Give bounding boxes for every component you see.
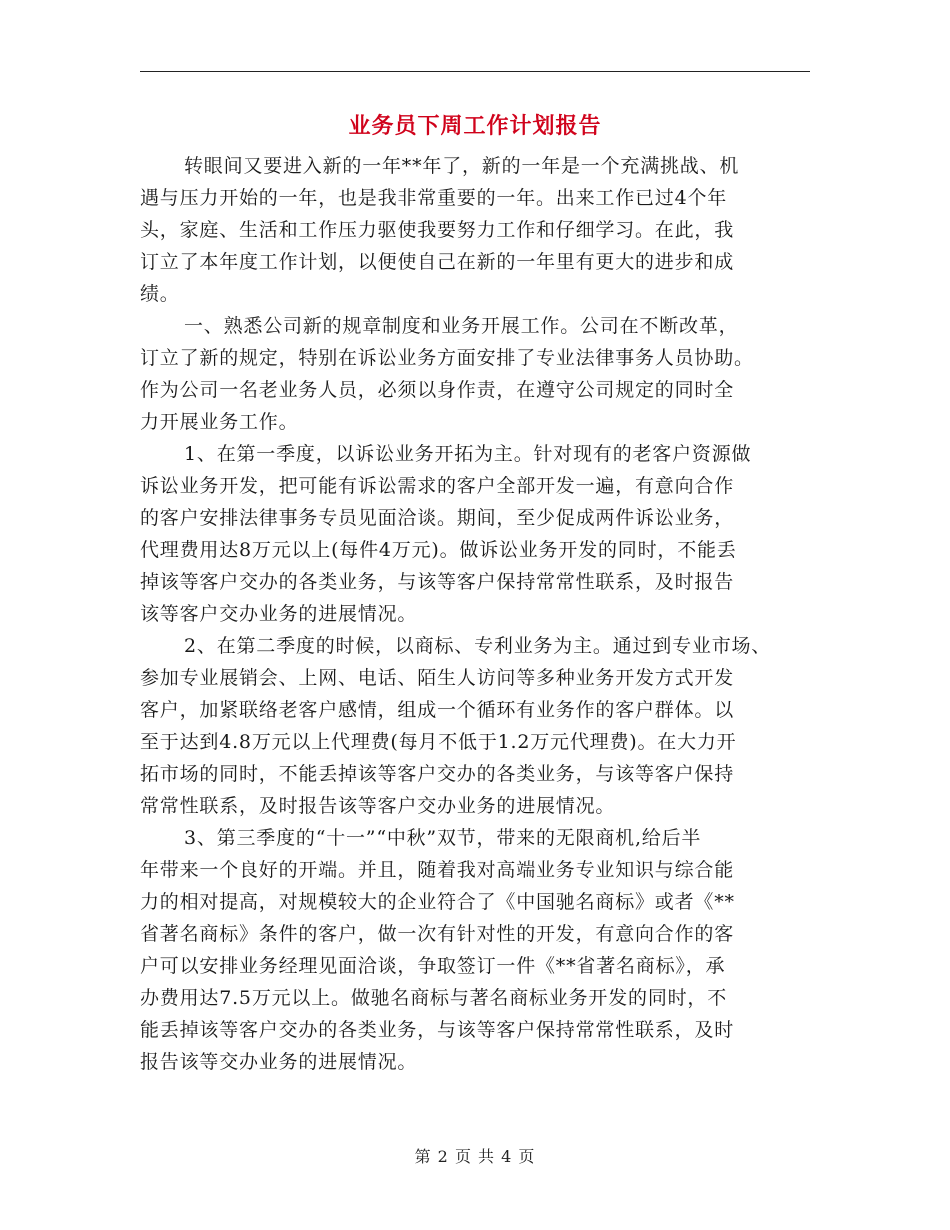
text-line: 绩。 xyxy=(140,283,180,305)
text-line: 报告该等交办业务的进展情况。 xyxy=(140,1051,418,1073)
text-line: 2、在第二季度的时候，以商标、专利业务为主。通过到专业市场、 xyxy=(184,635,772,657)
text-line: 办费用达7.5万元以上。做驰名商标与著名商标业务开发的同时，不 xyxy=(140,987,728,1009)
text-line: 常常性联系，及时报告该等客户交办业务的进展情况。 xyxy=(140,795,616,817)
text-line: 年带来一个良好的开端。并且，随着我对高端业务专业知识与综合能 xyxy=(140,859,735,881)
text-line: 参加专业展销会、上网、电话、陌生人访问等多种业务开发方式开发 xyxy=(140,667,735,689)
page-footer: 第 2 页 共 4 页 xyxy=(414,1147,536,1166)
text-line: 该等客户交办业务的进展情况。 xyxy=(140,603,418,625)
text-line: 力开展业务工作。 xyxy=(140,411,299,433)
text-line: 客户，加紧联络老客户感情，组成一个循环有业务作的客户群体。以 xyxy=(140,699,735,721)
header-rule xyxy=(140,71,810,72)
text-line: 户可以安排业务经理见面洽谈，争取签订一件《**省著名商标》，承 xyxy=(140,955,726,977)
text-line: 头，家庭、生活和工作压力驱使我要努力工作和仔细学习。在此，我 xyxy=(140,219,735,241)
text-line: 省著名商标》条件的客户，做一次有针对性的开发，有意向合作的客 xyxy=(140,923,735,945)
text-line: 转眼间又要进入新的一年**年了，新的一年是一个充满挑战、机 xyxy=(184,155,740,177)
text-line: 掉该等客户交办的各类业务，与该等客户保持常常性联系，及时报告 xyxy=(140,571,735,593)
text-line: 力的相对提高，对规模较大的企业符合了《中国驰名商标》或者《** xyxy=(140,891,735,913)
text-line: 作为公司一名老业务人员，必须以身作责，在遵守公司规定的同时全 xyxy=(140,379,735,401)
text-line: 诉讼业务开发，把可能有诉讼需求的客户全部开发一遍，有意向合作 xyxy=(140,475,735,497)
text-line: 1、在第一季度，以诉讼业务开拓为主。针对现有的老客户资源做 xyxy=(184,443,752,465)
text-line: 订立了本年度工作计划，以便使自己在新的一年里有更大的进步和成 xyxy=(140,251,735,273)
text-line: 订立了新的规定，特别在诉讼业务方面安排了专业法律事务人员协助。 xyxy=(140,347,754,369)
document-title: 业务员下周工作计划报告 xyxy=(348,113,602,139)
text-line: 一、熟悉公司新的规章制度和业务开展工作。公司在不断改革， xyxy=(184,315,739,337)
text-line: 能丢掉该等客户交办的各类业务，与该等客户保持常常性联系，及时 xyxy=(140,1019,735,1041)
text-line: 3、第三季度的“十一”“中秋”双节，带来的无限商机,给后半 xyxy=(184,827,702,849)
text-line: 遇与压力开始的一年，也是我非常重要的一年。出来工作已过4个年 xyxy=(140,187,728,209)
text-line: 拓市场的同时，不能丢掉该等客户交办的各类业务，与该等客户保持 xyxy=(140,763,735,785)
text-line: 代理费用达8万元以上(每件4万元)。做诉讼业务开发的同时，不能丢 xyxy=(140,539,737,561)
document-body xyxy=(140,150,810,1078)
text-line: 的客户安排法律事务专员见面洽谈。期间，至少促成两件诉讼业务， xyxy=(140,507,735,529)
text-line: 至于达到4.8万元以上代理费(每月不低于1.2万元代理费)。在大力开 xyxy=(140,731,737,753)
